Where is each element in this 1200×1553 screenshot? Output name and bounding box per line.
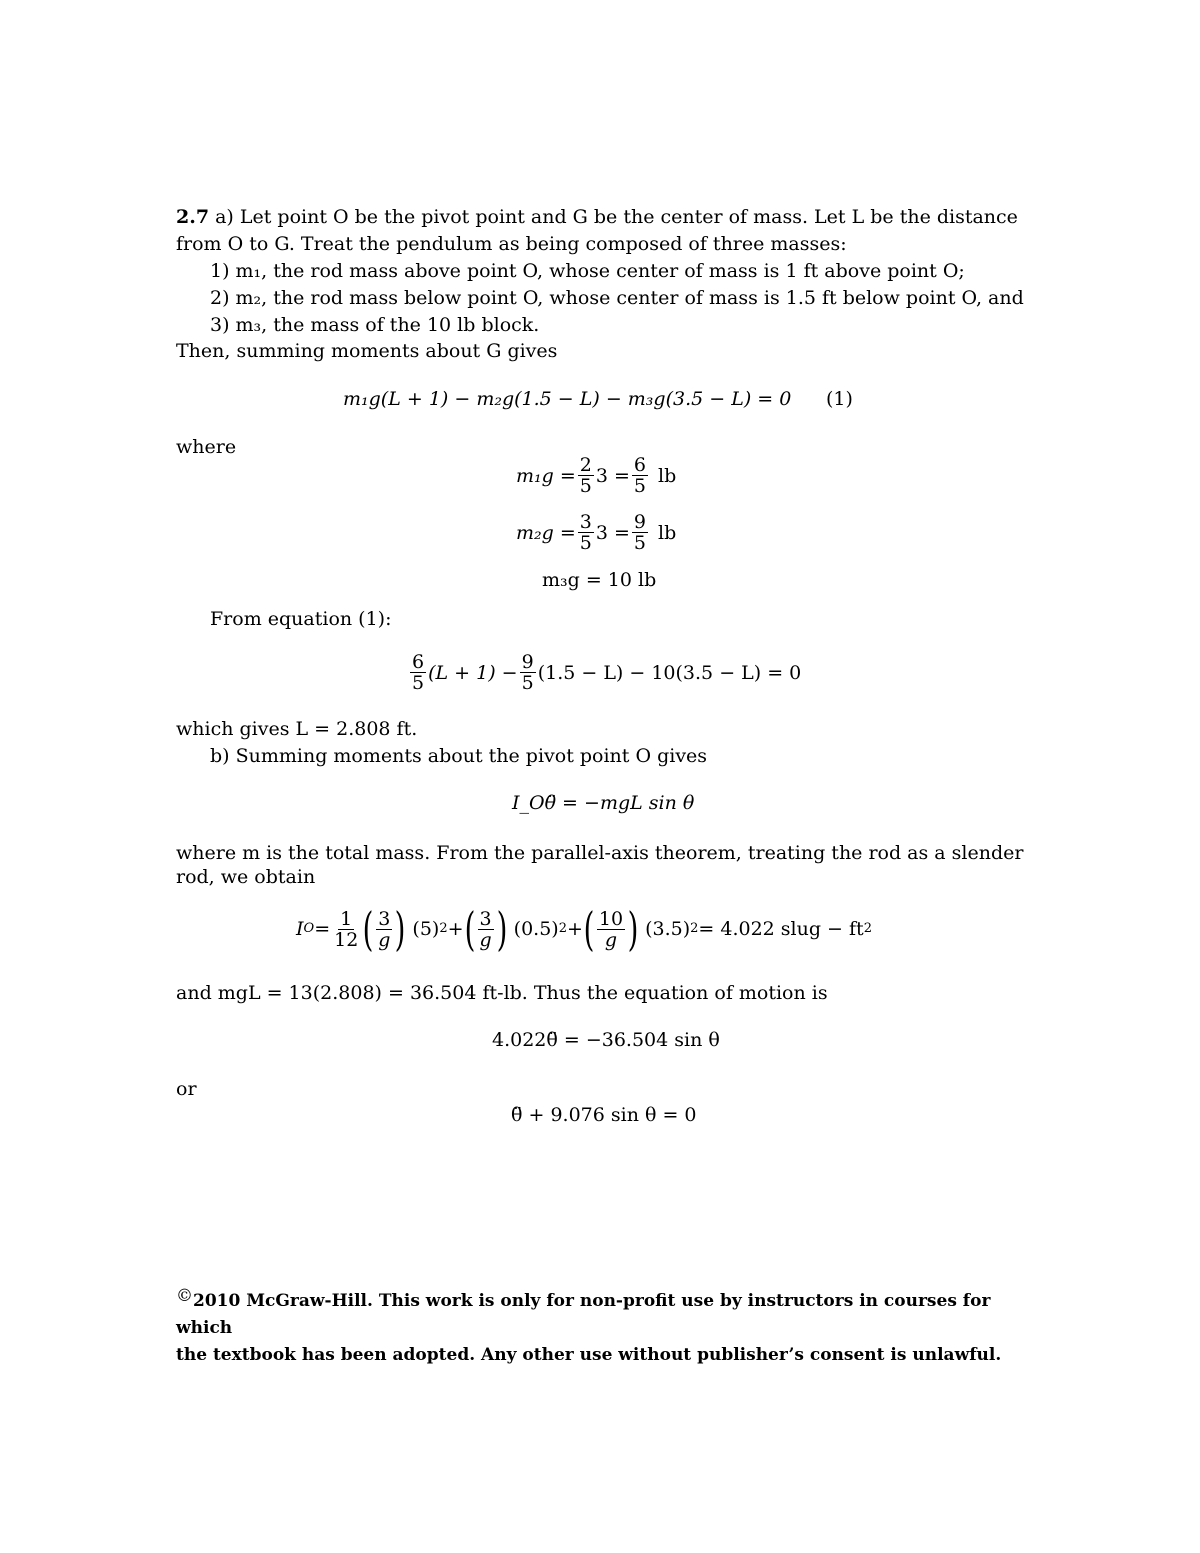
equation-1-tag: (1) bbox=[826, 388, 853, 410]
equation-2: $\frac{6}{5}$ (L + 1) − $\frac{9}{5}$ (1.5 − L) − 10(3.5 − L) = 0 bbox=[412, 651, 802, 694]
inertia-equation: I O = $\frac{1}{12}$ ( $\frac{3}{g}$ ) (5) 2 + ( $\frac{3}{g}$ ) (0.5) 2 + ( $\frac{10}{g}$ ) (3.5) 2 = 4.022 slug − ft 2 bbox=[296, 902, 872, 956]
fraction: $\frac{1}{12}$ bbox=[334, 907, 359, 951]
part-b-line: b) Summing moments about the pivot point O gives bbox=[210, 745, 708, 767]
fraction: $\frac{3}{g}$ bbox=[378, 907, 391, 951]
fraction: $\frac{2}{5}$ bbox=[579, 454, 592, 497]
equation-3: I_Oθ̈ = −mgL sin θ bbox=[512, 792, 695, 814]
fraction: $\frac{3}{g}$ bbox=[479, 907, 492, 951]
equation-4: 4.022θ̈ = −36.504 sin θ bbox=[492, 1029, 720, 1051]
fraction: $\frac{6}{5}$ bbox=[633, 454, 647, 497]
where-label: where bbox=[176, 436, 237, 458]
where-m-line1: where m is the total mass. From the parallel-axis theorem, treating the rod as a slender bbox=[176, 842, 1024, 864]
item-2: 2) m₂, the rod mass below point O, whose center of mass is 1.5 ft below point O, and bbox=[210, 287, 1024, 309]
m3g-equation: m₃g = 10 lb bbox=[542, 569, 657, 591]
left-paren: ( bbox=[362, 902, 374, 956]
item-3: 3) m₃, the mass of the 10 lb block. bbox=[210, 314, 540, 336]
para1-line1: 2.7 a) Let point O be the pivot point and G be the center of mass. Let L be the distance bbox=[176, 206, 1018, 228]
right-paren: ) bbox=[496, 902, 508, 956]
m2g-equation: m₂g = $\frac{3}{5}$ 3 = $\frac{9}{5}$ lb bbox=[516, 511, 677, 554]
right-paren: ) bbox=[395, 902, 406, 956]
m1g-equation: m₁g = $\frac{2}{5}$ 3 = $\frac{6}{5}$ lb bbox=[516, 454, 677, 497]
copyright-line1: ©2010 McGraw-Hill. This work is only for non-profit use by instructors in courses for which bbox=[176, 1286, 991, 1338]
fraction: $\frac{3}{5}$ bbox=[579, 511, 592, 554]
problem-number: 2.7 bbox=[176, 206, 210, 228]
equation-5: θ̈ + 9.076 sin θ = 0 bbox=[511, 1104, 697, 1126]
left-paren: ( bbox=[464, 902, 475, 956]
and-mgl-line: and mgL = 13(2.808) = 36.504 ft-lb. Thus the equation of motion is bbox=[176, 982, 828, 1004]
fraction: $\frac{6}{5}$ bbox=[412, 651, 425, 694]
equation-1: m₁g(L + 1) − m₂g(1.5 − L) − m₃g(3.5 − L) = 0 bbox=[343, 388, 792, 410]
copyright-line2: the textbook has been adopted. Any other use without publisher’s consent is unlawful. bbox=[176, 1345, 1002, 1365]
copyright-icon: © bbox=[176, 1286, 193, 1306]
which-gives-line: which gives L = 2.808 ft. bbox=[176, 718, 418, 740]
para1-line2: from O to G. Treat the pendulum as being composed of three masses: bbox=[176, 233, 847, 255]
from-equation-label: From equation (1): bbox=[210, 608, 392, 630]
where-m-line2: rod, we obtain bbox=[176, 866, 316, 888]
right-paren: ) bbox=[627, 902, 639, 956]
left-paren: ( bbox=[583, 902, 595, 956]
or-label: or bbox=[176, 1078, 197, 1100]
item-1: 1) m₁, the rod mass above point O, whose center of mass is 1 ft above point O; bbox=[210, 260, 965, 282]
fraction: $\frac{9}{5}$ bbox=[633, 511, 647, 554]
then-line: Then, summing moments about G gives bbox=[176, 340, 558, 362]
fraction: $\frac{10}{g}$ bbox=[598, 907, 624, 951]
copyright-notice bbox=[176, 1283, 1036, 1369]
fraction: $\frac{9}{5}$ bbox=[521, 651, 534, 694]
